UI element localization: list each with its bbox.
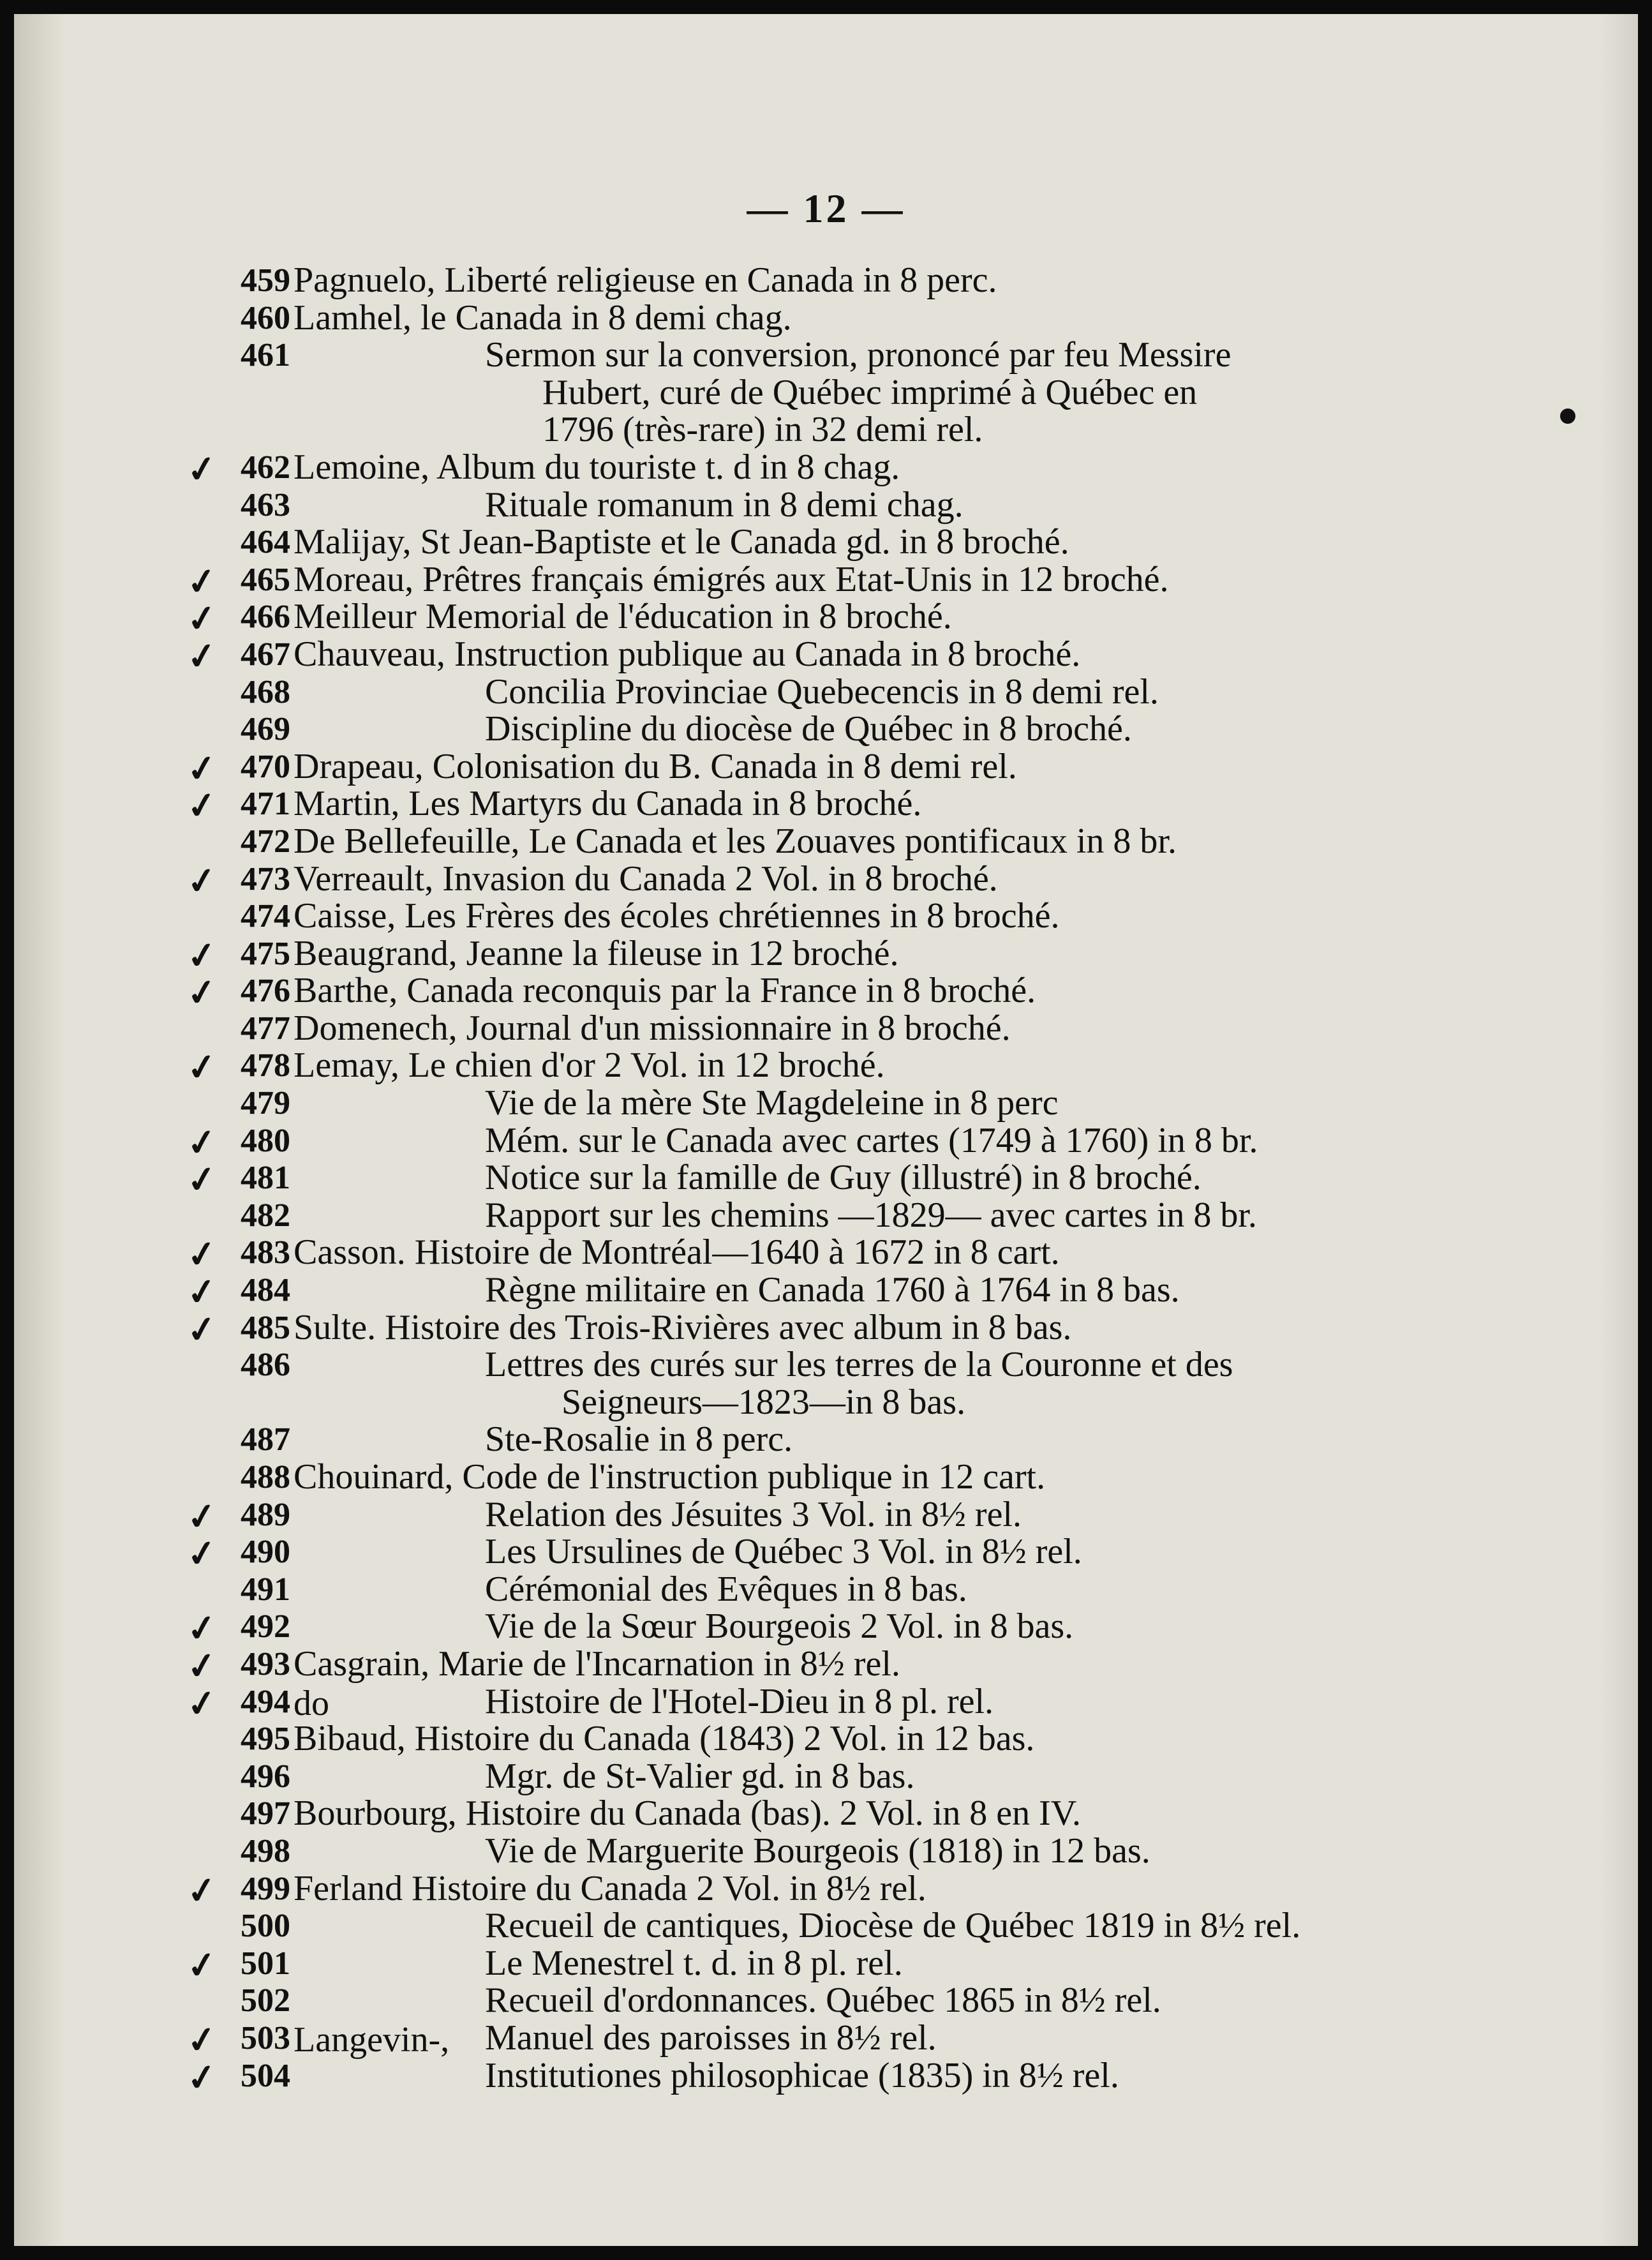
entry-title [485, 1496, 1022, 1534]
catalogue-entry [0, 1907, 1652, 1945]
entry-title [294, 897, 1059, 935]
catalogue-entry [0, 2017, 1652, 2063]
entry-number: 477 [241, 1010, 290, 1047]
entry-title-line: Moreau, Prêtres français émigrés aux Etat-Unis in 12 broché. [294, 559, 1169, 599]
handwritten-check-mark: ✓ [184, 1869, 220, 1913]
entry-title [485, 1758, 914, 1795]
entry-title [294, 1234, 1060, 1271]
entry-title-line: 1796 (très-rare) in 32 demi rel. [542, 410, 983, 450]
entry-title [485, 2057, 1119, 2095]
catalogue-entry [0, 1270, 1652, 1315]
catalogue-entry [0, 1982, 1652, 2019]
catalogue-entry [0, 597, 1652, 641]
entry-title-line: Hubert, curé de Québec imprimé à Québec en [542, 372, 1198, 412]
entry-title [294, 598, 952, 636]
entry-title [294, 1010, 1011, 1047]
handwritten-check-mark: ✓ [184, 1233, 220, 1277]
entry-title [485, 486, 964, 524]
entry-number: 497 [241, 1795, 290, 1832]
catalogue-entry [0, 1120, 1652, 1165]
catalogue-entry [0, 1643, 1652, 1689]
entry-number: 495 [241, 1721, 290, 1758]
entry-title-line: Relation des Jésuites 3 Vol. in 8½ rel. [485, 1494, 1022, 1534]
catalogue-entry [0, 1571, 1652, 1608]
entry-number: 488 [241, 1459, 290, 1496]
handwritten-check-mark: ✓ [184, 1271, 220, 1315]
entry-title [294, 262, 997, 299]
entry-title [485, 1122, 1258, 1160]
entry-number: 492 [241, 1608, 290, 1645]
entry-number: 493 [241, 1645, 290, 1682]
entry-title-line: Discipline du diocèse de Québec in 8 broché. [485, 709, 1132, 749]
entry-title-line: Rapport sur les chemins —1829— avec cartes in 8 br. [485, 1195, 1257, 1235]
entry-title-line: Mém. sur le Canada avec cartes (1749 à 1760) in 8 br. [485, 1120, 1258, 1160]
entry-number: 490 [241, 1534, 290, 1571]
entry-title [294, 785, 921, 823]
catalogue-entry [0, 897, 1652, 935]
catalogue-entry [0, 784, 1652, 828]
handwritten-check-mark: ✓ [184, 1532, 220, 1576]
entry-title [485, 1533, 1082, 1571]
entry-title-line: Cérémonial des Evêques in 8 bas. [485, 1569, 967, 1609]
entry-title-line: Meilleur Memorial de l'éducation in 8 broché. [294, 597, 952, 637]
handwritten-check-mark: ✓ [184, 1682, 220, 1726]
entry-title [294, 561, 1169, 599]
entry-title-line: Lemoine, Album du touriste t. d in 8 chag. [294, 447, 900, 487]
entry-number: 491 [241, 1571, 290, 1608]
entry-number: 499 [241, 1870, 290, 1907]
catalogue-entry [0, 1346, 1652, 1421]
handwritten-check-mark: ✓ [184, 2019, 220, 2063]
entry-title-line: Verreault, Invasion du Canada 2 Vol. in 8 broché. [294, 858, 998, 899]
entry-title [294, 1795, 1081, 1832]
catalogue-entry [0, 1868, 1652, 1913]
entry-title-line: Beaugrand, Jeanne la fileuse in 12 broché. [294, 933, 899, 973]
entry-title-line: Manuel des paroisses in 8½ rel. [485, 2017, 937, 2058]
entry-title-line: Les Ursulines de Québec 3 Vol. in 8½ rel. [485, 1532, 1082, 1572]
entry-title-line: Lamhel, le Canada in 8 demi chag. [294, 297, 792, 338]
handwritten-check-mark: ✓ [184, 859, 220, 903]
entry-author: Langevin-, [294, 2019, 450, 2060]
catalogue-entry [0, 336, 1652, 449]
handwritten-check-mark: ✓ [184, 597, 220, 641]
entry-title [294, 636, 1080, 673]
catalogue-entry [0, 746, 1652, 791]
entry-title [485, 1907, 1300, 1945]
catalogue-entry [0, 971, 1652, 1015]
entry-title [294, 860, 998, 898]
entry-title-line: Sulte. Histoire des Trois-Rivières avec album in 8 bas. [294, 1307, 1072, 1347]
entry-title-line: Sermon sur la conversion, prononcé par feu Messire [485, 335, 1232, 375]
entry-title-line: Le Menestrel t. d. in 8 pl. rel. [485, 1943, 903, 1983]
entry-number: 474 [241, 898, 290, 935]
entry-number: 501 [241, 1945, 290, 1982]
catalogue-entry [0, 1307, 1652, 1352]
entry-title [485, 1197, 1257, 1234]
entry-title-line: Lemay, Le chien d'or 2 Vol. in 12 broché. [294, 1045, 885, 1086]
entry-number: 476 [241, 973, 290, 1010]
entry-title-line: Histoire de l'Hotel-Dieu in 8 pl. rel. [485, 1681, 994, 1721]
entry-title [485, 673, 1159, 711]
entry-number: 465 [241, 561, 290, 598]
entry-title [294, 1870, 926, 1908]
entry-number: 486 [241, 1347, 290, 1384]
entry-title-line: Institutiones philosophicae (1835) in 8½ rel. [485, 2055, 1119, 2095]
entry-title-line: Vie de la mère Ste Magdeleine in 8 perc [485, 1083, 1059, 1123]
handwritten-check-mark: ✓ [184, 934, 220, 978]
entry-number: 471 [241, 786, 290, 823]
handwritten-check-mark: ✓ [184, 1121, 220, 1165]
entry-title-line: Ferland Histoire du Canada 2 Vol. in 8½ rel. [294, 1868, 926, 1908]
entry-title [294, 1047, 885, 1084]
entry-number: 463 [241, 486, 290, 523]
page-number: — 12 — [747, 186, 905, 231]
entry-number: 461 [241, 337, 290, 374]
entry-title [485, 336, 1231, 449]
entry-title-line: Bourbourg, Histoire du Canada (bas). 2 Vol. in 8 en IV. [294, 1793, 1081, 1834]
catalogue-entry [0, 1494, 1652, 1539]
entry-title-line: Chauveau, Instruction publique au Canada in 8 broché. [294, 634, 1081, 674]
handwritten-check-mark: ✓ [184, 1944, 220, 1988]
entry-number: 469 [241, 711, 290, 748]
entry-title-line: Règne militaire en Canada 1760 à 1764 in 8 bas. [485, 1270, 1180, 1310]
catalogue-entry [0, 1532, 1652, 1576]
entry-number: 489 [241, 1496, 290, 1533]
entry-title-line: Barthe, Canada reconquis par la France in 8 broché. [294, 971, 1036, 1011]
entry-title-line: Casson. Histoire de Montréal—1640 à 1672 in 8 cart. [294, 1232, 1060, 1273]
entry-title [294, 935, 899, 973]
entry-number: 459 [241, 262, 290, 299]
entry-title [485, 1084, 1059, 1122]
handwritten-check-mark: ✓ [184, 1645, 220, 1689]
catalogue-entry [0, 1720, 1652, 1758]
catalogue-entry [0, 634, 1652, 679]
entry-number: 485 [241, 1309, 290, 1346]
entry-number: 503 [241, 2019, 290, 2056]
entry-number: 498 [241, 1832, 290, 1869]
entry-number: 480 [241, 1122, 290, 1159]
entry-title-line: Domenech, Journal d'un missionnaire in 8 broché. [294, 1008, 1011, 1048]
entry-title-line: Rituale romanum in 8 demi chag. [485, 484, 964, 525]
catalogue-entry [0, 823, 1652, 860]
catalogue-entry [0, 1943, 1652, 1988]
entry-title-line: Caisse, Les Frères des écoles chrétiennes in 8 broché. [294, 896, 1060, 936]
entry-title [294, 299, 792, 337]
handwritten-check-mark: ✓ [184, 635, 220, 679]
entry-title [485, 1571, 967, 1608]
entry-title [485, 1421, 793, 1458]
catalogue-entry [0, 1045, 1652, 1090]
handwritten-check-mark: ✓ [184, 448, 220, 492]
catalogue-entry [0, 1158, 1652, 1202]
entry-title [485, 1608, 1073, 1645]
catalogue-entry [0, 1197, 1652, 1234]
entry-number: 479 [241, 1085, 290, 1122]
entry-author: do [294, 1683, 329, 1723]
entry-number: 500 [241, 1908, 290, 1945]
entry-title [485, 1982, 1161, 2019]
handwritten-check-mark: ✓ [184, 1046, 220, 1090]
catalogue-entry [0, 1758, 1652, 1795]
entry-title-line: Recueil de cantiques, Diocèse de Québec 1819 in 8½ rel. [485, 1906, 1301, 1946]
catalogue-entry [0, 1832, 1652, 1870]
entry-title-line: Martin, Les Martyrs du Canada in 8 broché. [294, 784, 922, 824]
entry-number: 482 [241, 1197, 290, 1234]
entry-number: 472 [241, 823, 290, 860]
entry-title [294, 1458, 1045, 1496]
entry-number: 478 [241, 1047, 290, 1084]
catalogue-entry [0, 559, 1652, 604]
entry-title [294, 972, 1036, 1010]
handwritten-check-mark: ✓ [184, 1607, 220, 1651]
handwritten-check-mark: ✓ [184, 1158, 220, 1202]
entry-number: 462 [241, 449, 290, 486]
handwritten-check-mark: ✓ [184, 747, 220, 791]
catalogue-entry [0, 1795, 1652, 1832]
handwritten-check-mark: ✓ [184, 784, 220, 828]
entry-title [294, 823, 1177, 860]
catalogue-entry [0, 1084, 1652, 1122]
entry-title-line: Lettres des curés sur les terres de la Couronne et des [485, 1345, 1233, 1385]
catalogue-entry [0, 1232, 1652, 1277]
entry-number: 460 [241, 299, 290, 336]
catalogue-entry [0, 299, 1652, 337]
handwritten-check-mark: ✓ [184, 2056, 220, 2100]
catalogue-entry [0, 447, 1652, 492]
entry-number: 470 [241, 748, 290, 785]
catalogue-entry [0, 486, 1652, 524]
entry-title [485, 1346, 1233, 1421]
catalogue-entry [0, 1010, 1652, 1047]
entry-title [294, 523, 1069, 561]
entry-number: 487 [241, 1421, 290, 1458]
catalogue-entry [0, 1606, 1652, 1651]
catalogue-entry [0, 1681, 1652, 1726]
entry-title [294, 1645, 900, 1683]
handwritten-check-mark: ✓ [184, 1495, 220, 1539]
entry-number: 504 [241, 2057, 290, 2094]
entry-number: 484 [241, 1272, 290, 1309]
entry-title-line: Ste-Rosalie in 8 perc. [485, 1419, 793, 1460]
catalogue-entry [0, 710, 1652, 748]
entry-title-line: Recueil d'ordonnances. Québec 1865 in 8½ rel. [485, 1980, 1161, 2021]
handwritten-check-mark [172, 260, 216, 266]
entry-title-line: Mgr. de St-Valier gd. in 8 bas. [485, 1756, 915, 1796]
entry-number: 466 [241, 599, 290, 636]
catalogue-entry [0, 933, 1652, 978]
entry-title [485, 1945, 903, 1982]
catalogue-entry [0, 2055, 1652, 2100]
entry-title [294, 1720, 1034, 1758]
entry-title [485, 2019, 937, 2057]
entry-title [294, 449, 900, 486]
catalogue-list [0, 260, 1652, 2100]
entry-number: 473 [241, 860, 290, 897]
entry-title [294, 1309, 1071, 1347]
catalogue-entry [0, 1421, 1652, 1458]
entry-title [485, 1271, 1180, 1309]
entry-title-line: Concilia Provinciae Quebecencis in 8 demi rel. [485, 671, 1159, 712]
entry-number: 467 [241, 636, 290, 673]
catalogue-entry [0, 262, 1652, 299]
entry-title-line: Malijay, St Jean-Baptiste et le Canada gd. in 8 broché. [294, 522, 1069, 562]
entry-title [485, 710, 1132, 748]
entry-number: 483 [241, 1234, 290, 1271]
entry-title [485, 1683, 993, 1721]
entry-title-line: Seigneurs—1823—in 8 bas. [562, 1382, 966, 1422]
entry-title-line: Vie de la Sœur Bourgeois 2 Vol. in 8 bas. [485, 1606, 1074, 1647]
entry-title-line: Bibaud, Histoire du Canada (1843) 2 Vol. in 12 bas. [294, 1719, 1035, 1759]
handwritten-check-mark: ✓ [184, 971, 220, 1015]
entry-title-line: Chouinard, Code de l'instruction publique in 12 cart. [294, 1457, 1046, 1497]
entry-title-line: De Bellefeuille, Le Canada et les Zouaves pontificaux in 8 br. [294, 821, 1177, 861]
entry-number: 481 [241, 1160, 290, 1197]
handwritten-check-mark: ✓ [184, 560, 220, 604]
catalogue-entry [0, 673, 1652, 711]
entry-title [485, 1832, 1150, 1870]
catalogue-entry [0, 1458, 1652, 1496]
entry-title [485, 1159, 1202, 1197]
entry-number: 475 [241, 935, 290, 972]
entry-number: 502 [241, 1982, 290, 2019]
catalogue-entry [0, 523, 1652, 561]
entry-number: 496 [241, 1758, 290, 1795]
handwritten-check-mark: ✓ [184, 1308, 220, 1352]
entry-title-line: Casgrain, Marie de l'Incarnation in 8½ rel. [294, 1643, 900, 1684]
entry-number: 468 [241, 673, 290, 710]
entry-number: 464 [241, 524, 290, 561]
catalogue-entry [0, 858, 1652, 903]
entry-title-line: Vie de Marguerite Bourgeois (1818) in 12 bas. [485, 1830, 1150, 1871]
entry-title-line: Notice sur la famille de Guy (illustré) in 8 broché. [485, 1158, 1202, 1198]
entry-title-line: Drapeau, Colonisation du B. Canada in 8 demi rel. [294, 746, 1017, 786]
entry-number: 494 [241, 1683, 290, 1720]
entry-title-line: Pagnuelo, Liberté religieuse en Canada in 8 perc. [294, 260, 997, 300]
entry-title [294, 748, 1017, 786]
